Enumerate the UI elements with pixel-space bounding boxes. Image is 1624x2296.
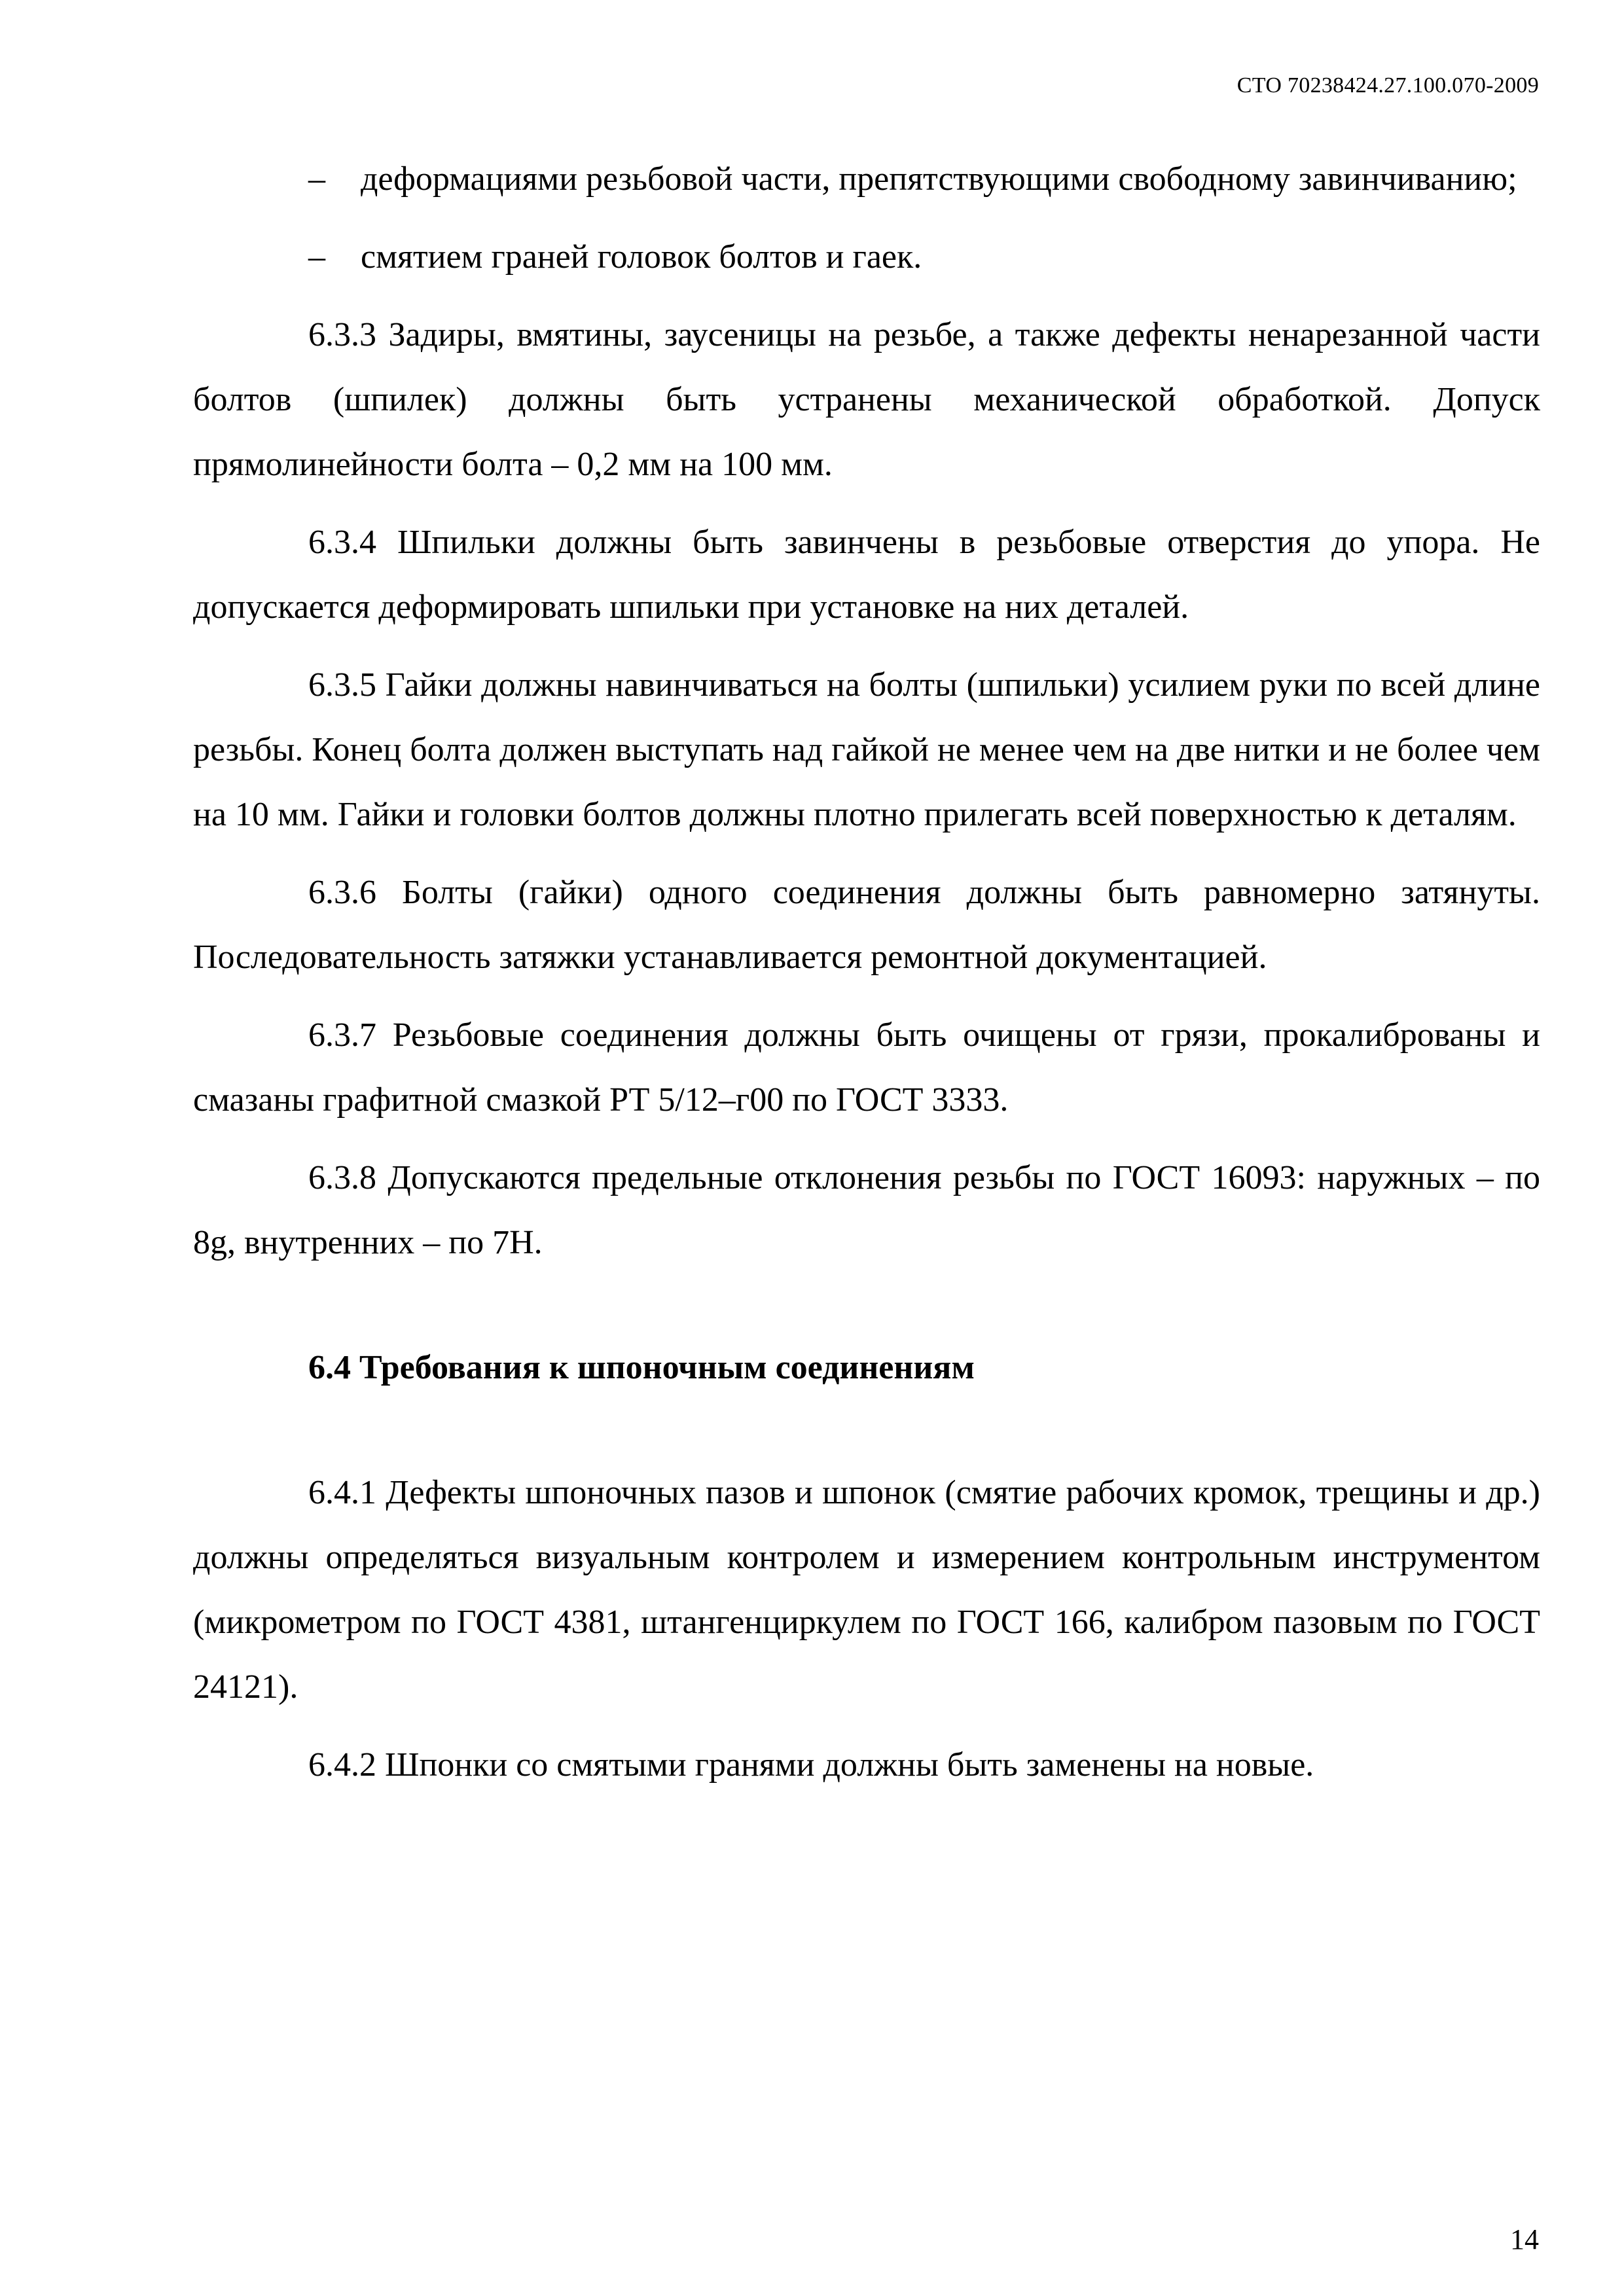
list-item-text: деформациями резьбовой части, препятствующими свободному завинчиванию;: [361, 160, 1517, 198]
document-code: СТО 70238424.27.100.070-2009: [1236, 73, 1539, 98]
list-item-text: смятием граней головок болтов и гаек.: [361, 238, 922, 276]
page-number: 14: [1510, 2223, 1539, 2255]
paragraph-6-4-1: 6.4.1 Дефекты шпоночных пазов и шпонок (смятие рабочих кромок, трещины и др.) должны определяться визуальным контролем и измерением контрольным инструментом (микрометром по ГОСТ 4381, штангенциркулем по ГОСТ 166, калибром пазовым по ГОСТ 24121).: [193, 1474, 1540, 1706]
section-heading-6-4: 6.4 Требования к шпоночным соединениям: [308, 1349, 975, 1386]
paragraph-6-3-3: 6.3.3 Задиры, вмятины, заусеницы на резьбе, а также дефекты ненарезанной части болтов (шпилек) должны быть устранены механической обработкой. Допуск прямолинейности болта – 0,2 мм на 100 мм.: [193, 316, 1540, 483]
paragraph-6-3-6: 6.3.6 Болты (гайки) одного соединения должны быть равномерно затянуты. Последовательность затяжки устанавливается ремонтной документацией.: [193, 874, 1540, 976]
dash-marker: –: [308, 160, 325, 198]
list-item: [193, 224, 1540, 289]
paragraph-6-3-8: 6.3.8 Допускаются предельные отклонения резьбы по ГОСТ 16093: наружных – по 8g, внутренних – по 7Н.: [193, 1159, 1540, 1261]
paragraph-6-3-4: 6.3.4 Шпильки должны быть завинчены в резьбовые отверстия до упора. Не допускается деформировать шпильки при установке на них деталей.: [193, 524, 1540, 626]
list-item: [193, 147, 1540, 211]
dash-marker: –: [308, 238, 325, 276]
paragraph-6-4-2: 6.4.2 Шпонки со смятыми гранями должны быть заменены на новые.: [308, 1746, 1314, 1784]
paragraph-6-3-7: 6.3.7 Резьбовые соединения должны быть очищены от грязи, прокалиброваны и смазаны графитной смазкой РТ 5/12–г00 по ГОСТ 3333.: [193, 1016, 1540, 1119]
paragraph-6-3-5: 6.3.5 Гайки должны навинчиваться на болты (шпильки) усилием руки по всей длине резьбы. Конец болта должен выступать над гайкой не менее чем на две нитки и не более чем на 10 мм. Гайки и головки болтов должны плотно прилегать всей поверхностью к деталям.: [193, 666, 1540, 833]
document-body: [193, 147, 1540, 1810]
